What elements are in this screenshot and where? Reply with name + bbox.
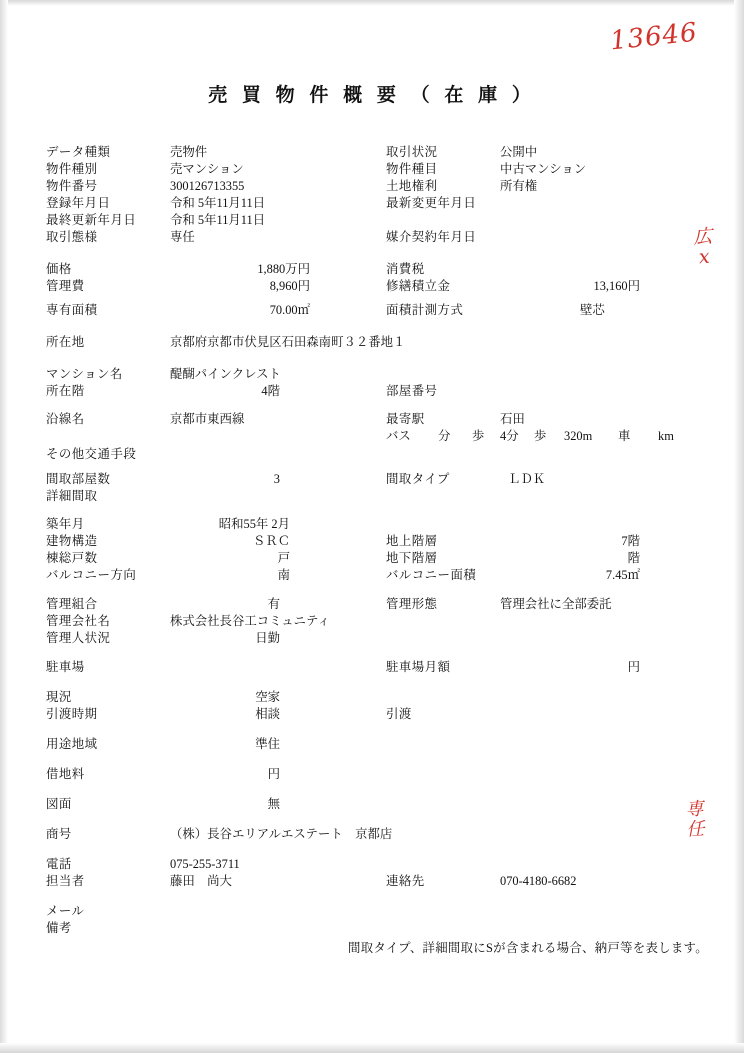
value-management-company: 株式会社長谷工コミュニティ xyxy=(170,614,330,628)
value-property-number: 300126713355 xyxy=(170,179,245,193)
label-exclusive-area: 専有面積 xyxy=(46,303,98,317)
label-parking-monthly: 駐車場月額 xyxy=(386,660,451,674)
label-mail: メール xyxy=(46,904,85,918)
label-drawing: 図面 xyxy=(46,797,72,811)
label-layout-type: 間取タイプ xyxy=(386,472,450,486)
row-property-number xyxy=(0,178,744,195)
label-layout-detail: 詳細間取 xyxy=(46,489,98,503)
value-mansion-name: 醍醐パインクレスト xyxy=(170,367,281,381)
row-current-status xyxy=(0,689,744,706)
label-phone: 電話 xyxy=(46,857,72,871)
label-property-item: 物件種目 xyxy=(386,162,438,176)
row-transaction-mode xyxy=(0,229,744,246)
value-layout-type: ＬＤＫ xyxy=(508,472,546,486)
label-walk-2: 歩 xyxy=(534,429,547,443)
value-management-form: 管理会社に全部委託 xyxy=(500,597,612,611)
row-layout-detail xyxy=(0,488,744,505)
value-area-measurement: 壁芯 xyxy=(580,303,605,317)
label-bus: バス xyxy=(386,429,411,443)
label-balcony-area: バルコニー面積 xyxy=(386,568,477,582)
row-manager-status xyxy=(0,630,744,647)
label-update-date-right: 最新変更年月日 xyxy=(386,196,477,210)
label-management-form: 管理形態 xyxy=(386,597,438,611)
row-management-company xyxy=(0,613,744,630)
value-balcony-area: 7.45㎡ xyxy=(605,568,640,582)
row-exclusive-area xyxy=(0,302,744,319)
row-last-update-date xyxy=(0,212,744,229)
label-area-measurement: 面積計測方式 xyxy=(386,303,464,317)
value-management-union: 有 xyxy=(267,597,280,611)
label-price: 価格 xyxy=(46,262,72,276)
row-access-detail xyxy=(0,428,744,445)
label-total-units: 棟総戸数 xyxy=(46,551,98,565)
row-mansion-name xyxy=(0,366,744,383)
row-room-count xyxy=(0,471,744,488)
value-manager-status: 日勤 xyxy=(255,631,280,645)
label-data-type: データ種類 xyxy=(46,145,111,159)
value-floor: 4階 xyxy=(261,384,280,398)
label-line-name: 沿線名 xyxy=(46,412,85,426)
label-car: 車 xyxy=(618,429,631,443)
label-land-right: 土地権利 xyxy=(386,179,438,193)
row-other-transport xyxy=(0,446,744,463)
value-transaction-mode: 専任 xyxy=(170,230,195,244)
row-total-units xyxy=(0,550,744,567)
row-drawing xyxy=(0,796,744,813)
value-floors-above: 7階 xyxy=(621,534,640,548)
value-nearest-station: 石田 xyxy=(500,412,525,426)
label-staff: 担当者 xyxy=(46,874,85,888)
value-management-fee: 8,960円 xyxy=(269,279,310,293)
label-transaction-status: 取引状況 xyxy=(386,145,438,159)
value-property-type: 売マンション xyxy=(170,162,244,176)
label-built-date: 築年月 xyxy=(46,517,85,531)
value-building-structure: ＳＲＣ xyxy=(252,534,290,548)
row-address xyxy=(0,334,744,351)
row-data-type xyxy=(0,144,744,161)
value-floors-below: 階 xyxy=(627,551,640,565)
label-management-fee: 管理費 xyxy=(46,279,85,293)
row-floor xyxy=(0,383,744,400)
label-delivery-time: 引渡時期 xyxy=(46,707,98,721)
value-walk-distance: 320m xyxy=(564,429,593,443)
label-property-type: 物件種別 xyxy=(46,162,98,176)
row-land-rent xyxy=(0,766,744,783)
label-address: 所在地 xyxy=(46,335,85,349)
value-drawing: 無 xyxy=(267,797,280,811)
row-registration-date xyxy=(0,195,744,212)
value-exclusive-area: 70.00㎡ xyxy=(269,303,310,317)
label-other-transport: その他交通手段 xyxy=(46,447,137,461)
row-management-union xyxy=(0,596,744,613)
value-land-right: 所有権 xyxy=(500,179,538,193)
value-transaction-status: 公開中 xyxy=(500,145,538,159)
page-edge-bottom xyxy=(0,1043,744,1053)
value-parking-monthly: 円 xyxy=(627,660,640,674)
row-phone xyxy=(0,856,744,873)
row-built-date xyxy=(0,516,744,533)
label-transaction-mode: 取引態様 xyxy=(46,230,98,244)
label-nearest-station: 最寄駅 xyxy=(386,412,425,426)
label-building-structure: 建物構造 xyxy=(46,534,98,548)
label-company-name: 商号 xyxy=(46,827,72,841)
label-room-count: 間取部屋数 xyxy=(46,472,111,486)
label-property-number: 物件番号 xyxy=(46,179,98,193)
row-property-type xyxy=(0,161,744,178)
row-management-fee xyxy=(0,278,744,295)
value-phone: 075-255-3711 xyxy=(170,857,240,871)
row-remarks xyxy=(0,920,744,937)
row-company-name xyxy=(0,826,744,843)
label-walk-1: 歩 xyxy=(472,429,485,443)
value-staff: 藤田 尚大 xyxy=(170,874,232,888)
label-car-unit: km xyxy=(658,429,674,443)
value-use-district: 準住 xyxy=(255,737,280,751)
row-price xyxy=(0,261,744,278)
label-current-status: 現況 xyxy=(46,690,72,704)
row-building-structure xyxy=(0,533,744,550)
row-balcony-direction xyxy=(0,567,744,584)
label-manager-status: 管理人状況 xyxy=(46,631,111,645)
row-staff xyxy=(0,873,744,890)
label-balcony-direction: バルコニー方向 xyxy=(46,568,137,582)
label-remarks: 備考 xyxy=(46,921,72,935)
label-land-rent: 借地料 xyxy=(46,767,85,781)
row-parking xyxy=(0,659,744,676)
label-bus-minutes: 分 xyxy=(438,429,451,443)
value-property-item: 中古マンション xyxy=(500,162,587,176)
value-total-units: 戸 xyxy=(277,551,290,565)
row-mail xyxy=(0,903,744,920)
label-mediation-contract-date: 媒介契約年月日 xyxy=(386,230,477,244)
label-consumption-tax: 消費税 xyxy=(386,262,425,276)
page-title: 売 買 物 件 概 要 （ 在 庫 ） xyxy=(208,85,536,106)
value-land-rent: 円 xyxy=(267,767,280,781)
label-delivery: 引渡 xyxy=(386,707,412,721)
value-price: 1,880万円 xyxy=(257,262,310,276)
label-floors-above: 地上階層 xyxy=(386,534,438,548)
handwritten-mark-upper: 広 x xyxy=(692,225,713,269)
value-company-name: （株）長谷エリアルエステート 京都店 xyxy=(170,827,393,841)
label-mansion-name: マンション名 xyxy=(46,367,123,381)
value-built-date: 昭和55年 2月 xyxy=(218,517,290,531)
label-contact: 連絡先 xyxy=(386,874,425,888)
label-parking: 駐車場 xyxy=(46,660,85,674)
value-delivery-time: 相談 xyxy=(255,707,280,721)
value-walk-minutes: 4分 xyxy=(500,429,519,443)
label-repair-reserve: 修繕積立金 xyxy=(386,279,451,293)
label-management-union: 管理組合 xyxy=(46,597,98,611)
label-use-district: 用途地域 xyxy=(46,737,98,751)
page-edge-top xyxy=(0,0,744,6)
handwritten-number: 13646 xyxy=(608,17,700,57)
row-use-district xyxy=(0,736,744,753)
label-registration-date: 登録年月日 xyxy=(46,196,111,210)
value-current-status: 空家 xyxy=(255,690,280,704)
value-balcony-direction: 南 xyxy=(277,568,290,582)
label-management-company: 管理会社名 xyxy=(46,614,111,628)
label-floor: 所在階 xyxy=(46,384,85,398)
label-room-number: 部屋番号 xyxy=(386,384,438,398)
footer-note: 間取タイプ、詳細間取にSが含まれる場合、納戸等を表します。 xyxy=(348,941,708,955)
value-address: 京都府京都市伏見区石田森南町３２番地１ xyxy=(170,335,406,349)
value-room-count: 3 xyxy=(273,472,280,486)
value-contact: 070-4180-6682 xyxy=(500,874,577,888)
handwritten-mark-lower: 専 任 xyxy=(684,798,706,841)
value-line-name: 京都市東西線 xyxy=(170,412,245,426)
value-last-update-date: 令和 5年11月11日 xyxy=(170,213,266,227)
label-floors-below: 地下階層 xyxy=(386,551,438,565)
value-registration-date: 令和 5年11月11日 xyxy=(170,196,266,210)
value-repair-reserve: 13,160円 xyxy=(593,279,640,293)
row-line-name xyxy=(0,411,744,428)
value-data-type: 売物件 xyxy=(170,145,208,159)
row-delivery-time xyxy=(0,706,744,723)
label-last-update-date: 最終更新年月日 xyxy=(46,213,137,227)
